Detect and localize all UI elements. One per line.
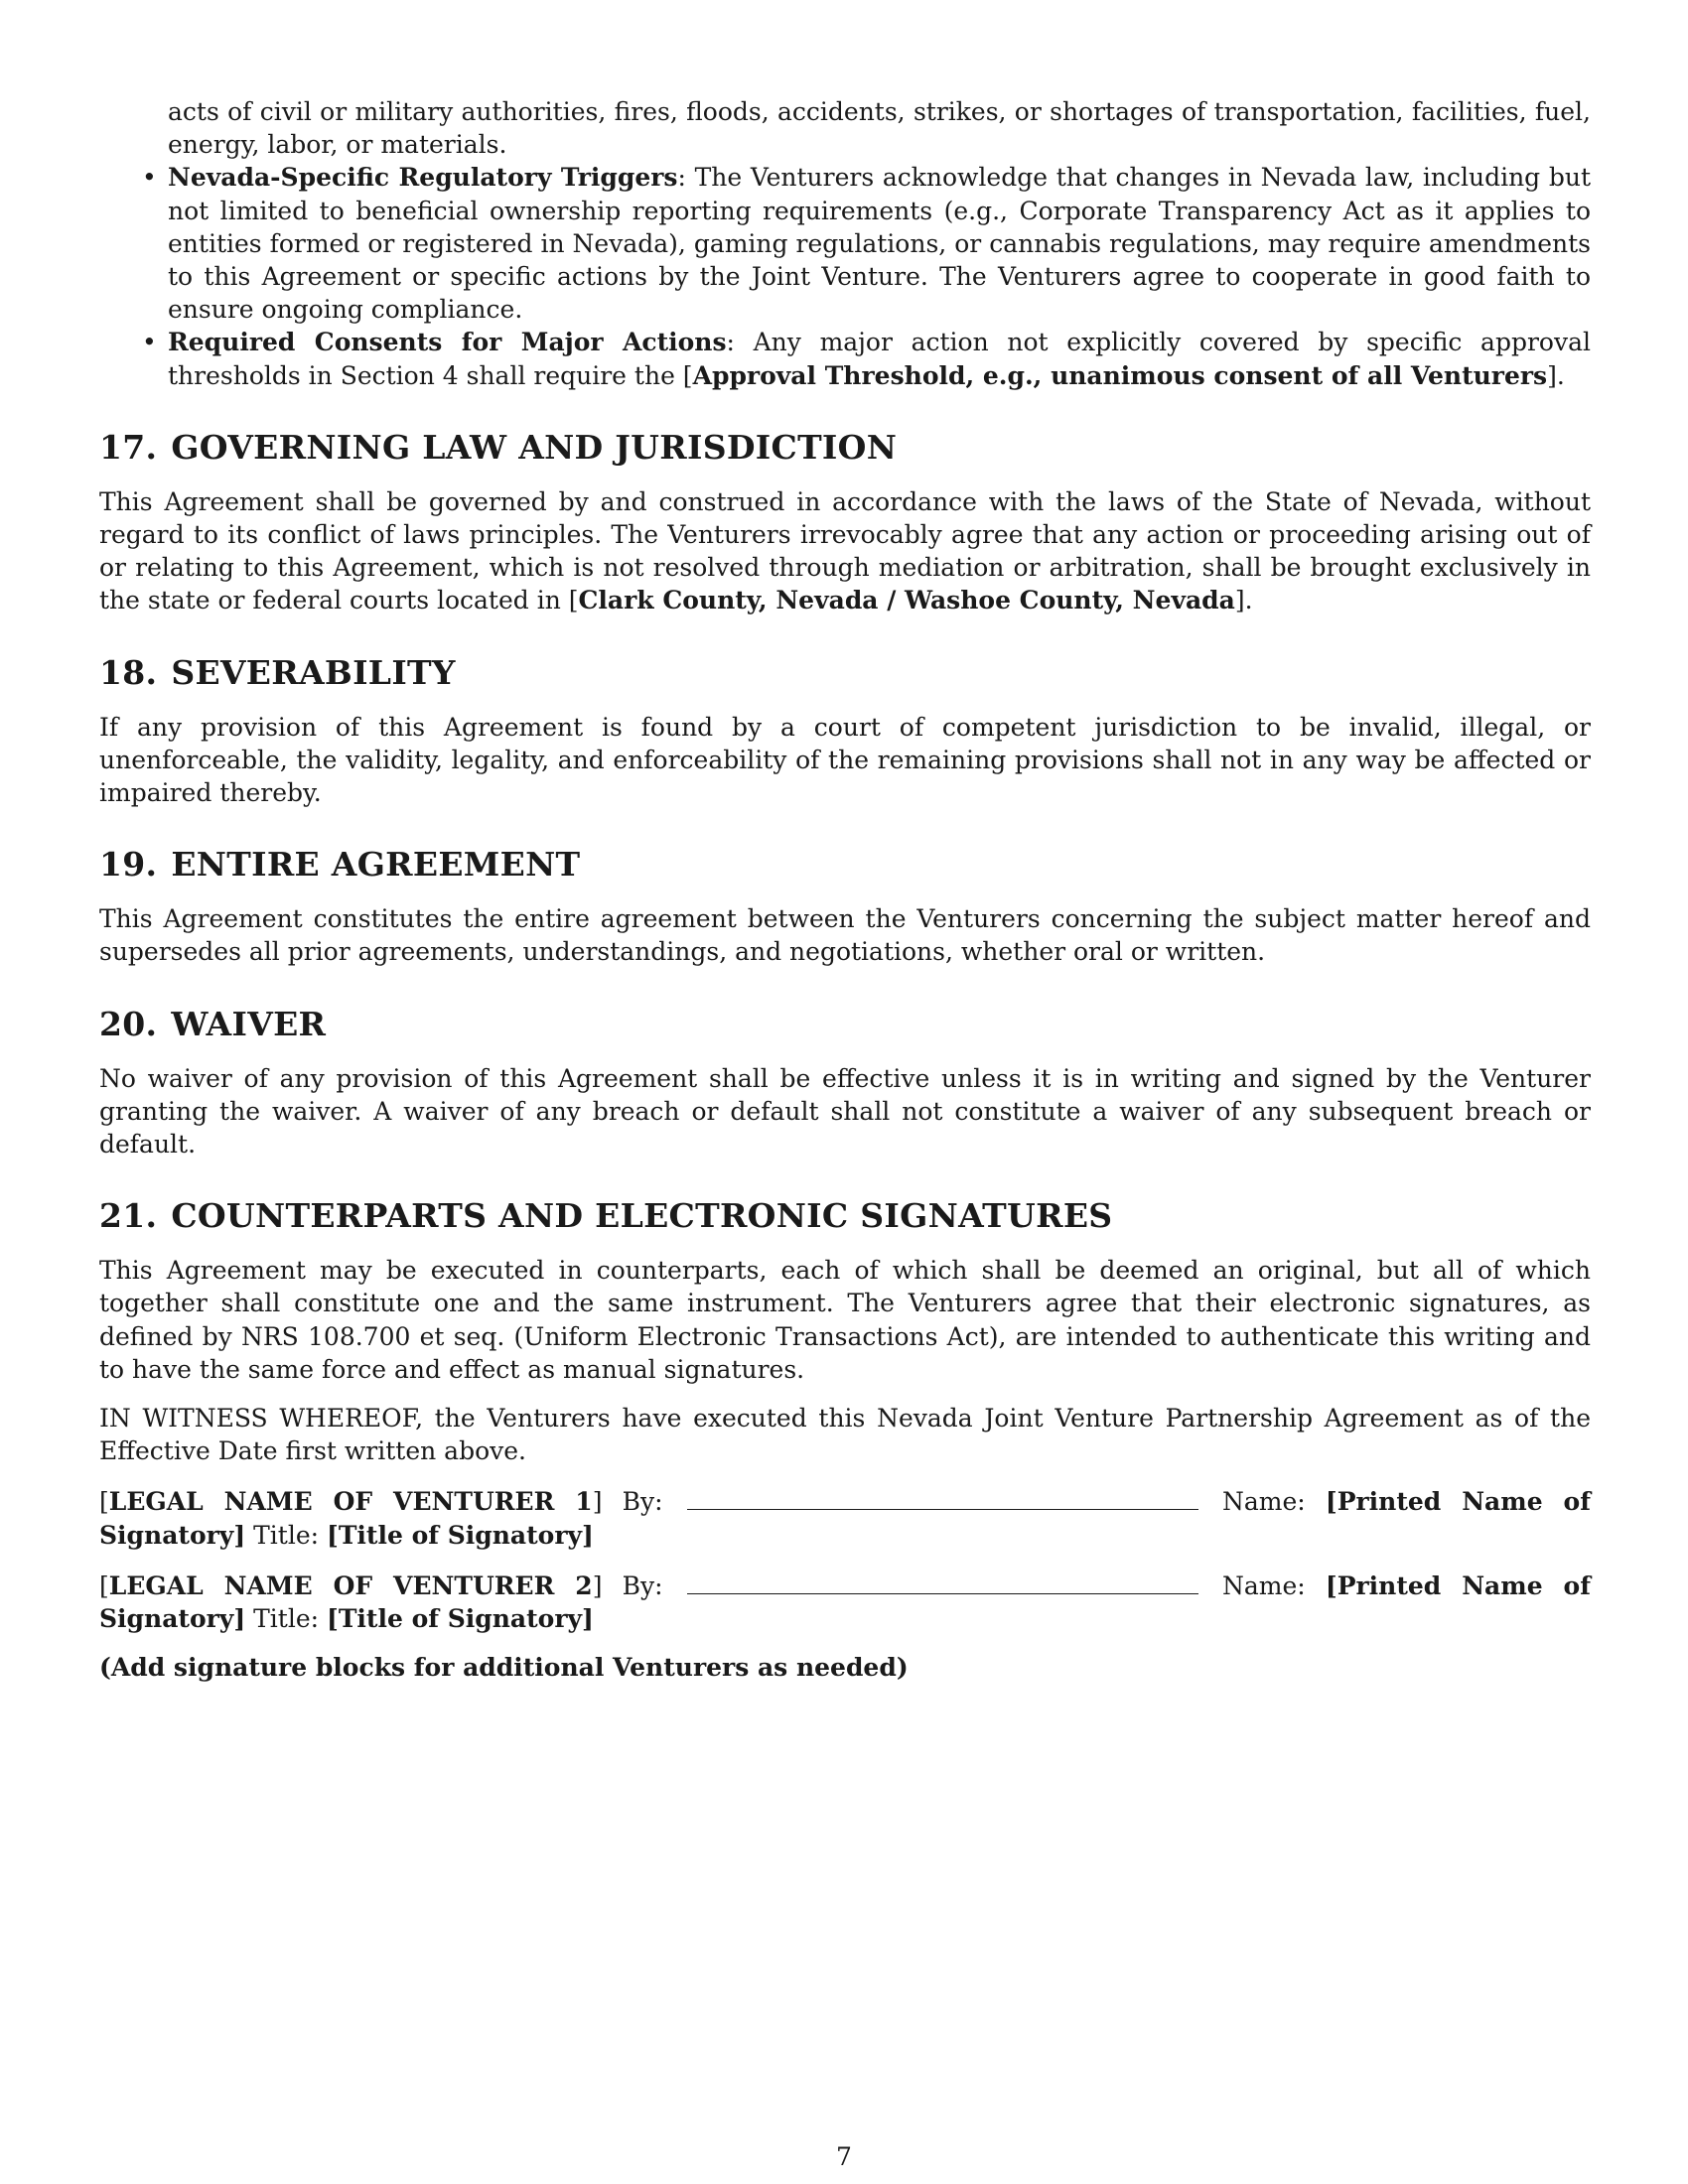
printed-name-placeholder: [Printed Name of Signatory] <box>99 1570 1591 1634</box>
by-label: By: <box>622 1570 663 1600</box>
bullet-list <box>99 95 1591 392</box>
list-item-text: acts of civil or military authorities, fires, floods, accidents, strikes, or shortages of transportation, facilities, fuel, energy, labor, or materials. <box>168 97 1591 160</box>
page-number: 7 <box>836 2142 852 2171</box>
section-body: No waiver of any provision of this Agreement shall be effective unless it is in writing and signed by the Venturer granting the waiver. A waiver of any breach or default shall not constitute a waiver of any subsequent breach or default. <box>99 1063 1591 1160</box>
list-item-text: : The Venturers acknowledge that changes in Nevada law, including but not limited to beneficial ownership reporting requirements (e.g., Corporate Transparency Act as it applies to entities formed or registered in Nevada), gaming regulations, or cannabis regulations, may require amendments to this Agreement or specific actions by the Joint Venture. The Venturers agree to cooperate in good faith to ensure ongoing compliance. <box>168 163 1591 325</box>
title-placeholder: [Title of Signatory] <box>327 1604 594 1634</box>
bracket: [ <box>99 1570 109 1600</box>
bracket: ] <box>592 1487 603 1517</box>
name-label: Name: <box>1221 1570 1306 1600</box>
signature-line[interactable] <box>687 1568 1198 1594</box>
list-item <box>99 326 1591 391</box>
signature-line[interactable] <box>687 1483 1198 1510</box>
body-text: This Agreement shall be governed by and construed in accordance with the laws of the State of Nevada, without regard to its conflict of laws principles. The Venturers irrevocably agree that any action or proceeding arising out of or relating to this Agreement, which is not resolved through mediation or arbitration, shall be brought exclusively in the state or federal courts located in [ <box>99 486 1591 615</box>
list-item-text: : Any major action not explicitly covered by specific approval thresholds in Section 4 shall require the [ <box>168 328 1591 390</box>
title-label: Title: <box>253 1604 320 1634</box>
section-number: 19. <box>99 845 158 885</box>
signature-block-2 <box>99 1568 1591 1635</box>
section-title: SEVERABILITY <box>171 652 456 692</box>
bracket: ] <box>592 1570 603 1600</box>
section-title: ENTIRE AGREEMENT <box>171 845 581 885</box>
section-heading <box>99 428 1591 468</box>
section-number: 17. <box>99 427 158 467</box>
section-body: If any provision of this Agreement is found by a court of competent jurisdiction to be invalid, illegal, or unenforceable, the validity, legality, and enforceability of the remaining provisions shall not in any way be affected or impaired thereby. <box>99 712 1591 808</box>
section-body: This Agreement may be executed in counterparts, each of which shall be deemed an original, but all of which together shall constitute one and the same instrument. The Venturers agree that their electronic signatures, as defined by NRS 108.700 et seq. (Uniform Electronic Transactions Act), are intended to authenticate this writing and to have the same force and effect as manual signatures. <box>99 1256 1591 1384</box>
section-number: 20. <box>99 1004 158 1043</box>
signature-note: (Add signature blocks for additional Venturers as needed) <box>99 1653 909 1683</box>
venturer-name: LEGAL NAME OF VENTURER 2 <box>108 1570 593 1600</box>
body-text-end: ]. <box>1234 586 1253 615</box>
venturer-name: LEGAL NAME OF VENTURER 1 <box>108 1487 593 1517</box>
name-label: Name: <box>1221 1487 1306 1517</box>
title-placeholder: [Title of Signatory] <box>327 1520 594 1550</box>
placeholder-text: Clark County, Nevada / Washoe County, Nevada <box>578 586 1235 615</box>
section-body: This Agreement constitutes the entire agreement between the Venturers concerning the subject matter hereof and supersedes all prior agreements, understandings, and negotiations, whether oral or written. <box>99 904 1591 967</box>
section-title: WAIVER <box>171 1004 327 1043</box>
signature-block-1 <box>99 1483 1591 1551</box>
document-page <box>99 95 1591 1685</box>
bullet-icon: • <box>142 163 157 193</box>
section-heading <box>99 845 1591 885</box>
section-body <box>99 485 1591 617</box>
printed-name-placeholder: [Printed Name of Signatory] <box>99 1487 1591 1550</box>
placeholder-text: Approval Threshold, e.g., unanimous consent of all Venturers <box>692 360 1548 390</box>
section-heading <box>99 1005 1591 1044</box>
list-item-label: Required Consents for Major Actions <box>168 328 727 357</box>
bullet-icon: • <box>142 328 157 357</box>
witness-clause: IN WITNESS WHEREOF, the Venturers have executed this Nevada Joint Venture Partnership Agreement as of the Effective Date first written above. <box>99 1404 1591 1466</box>
title-label: Title: <box>253 1520 320 1550</box>
section-number: 18. <box>99 652 158 692</box>
list-item-text-end: ]. <box>1547 360 1565 390</box>
section-title: GOVERNING LAW AND JURISDICTION <box>171 427 898 467</box>
list-item-label: Nevada-Specific Regulatory Triggers <box>168 163 678 193</box>
list-item-continuation <box>99 95 1591 161</box>
section-heading <box>99 1196 1591 1236</box>
bracket: [ <box>99 1487 109 1517</box>
section-title: COUNTERPARTS AND ELECTRONIC SIGNATURES <box>171 1196 1113 1236</box>
section-number: 21. <box>99 1196 158 1236</box>
section-heading <box>99 653 1591 693</box>
by-label: By: <box>622 1487 663 1517</box>
list-item <box>99 161 1591 326</box>
